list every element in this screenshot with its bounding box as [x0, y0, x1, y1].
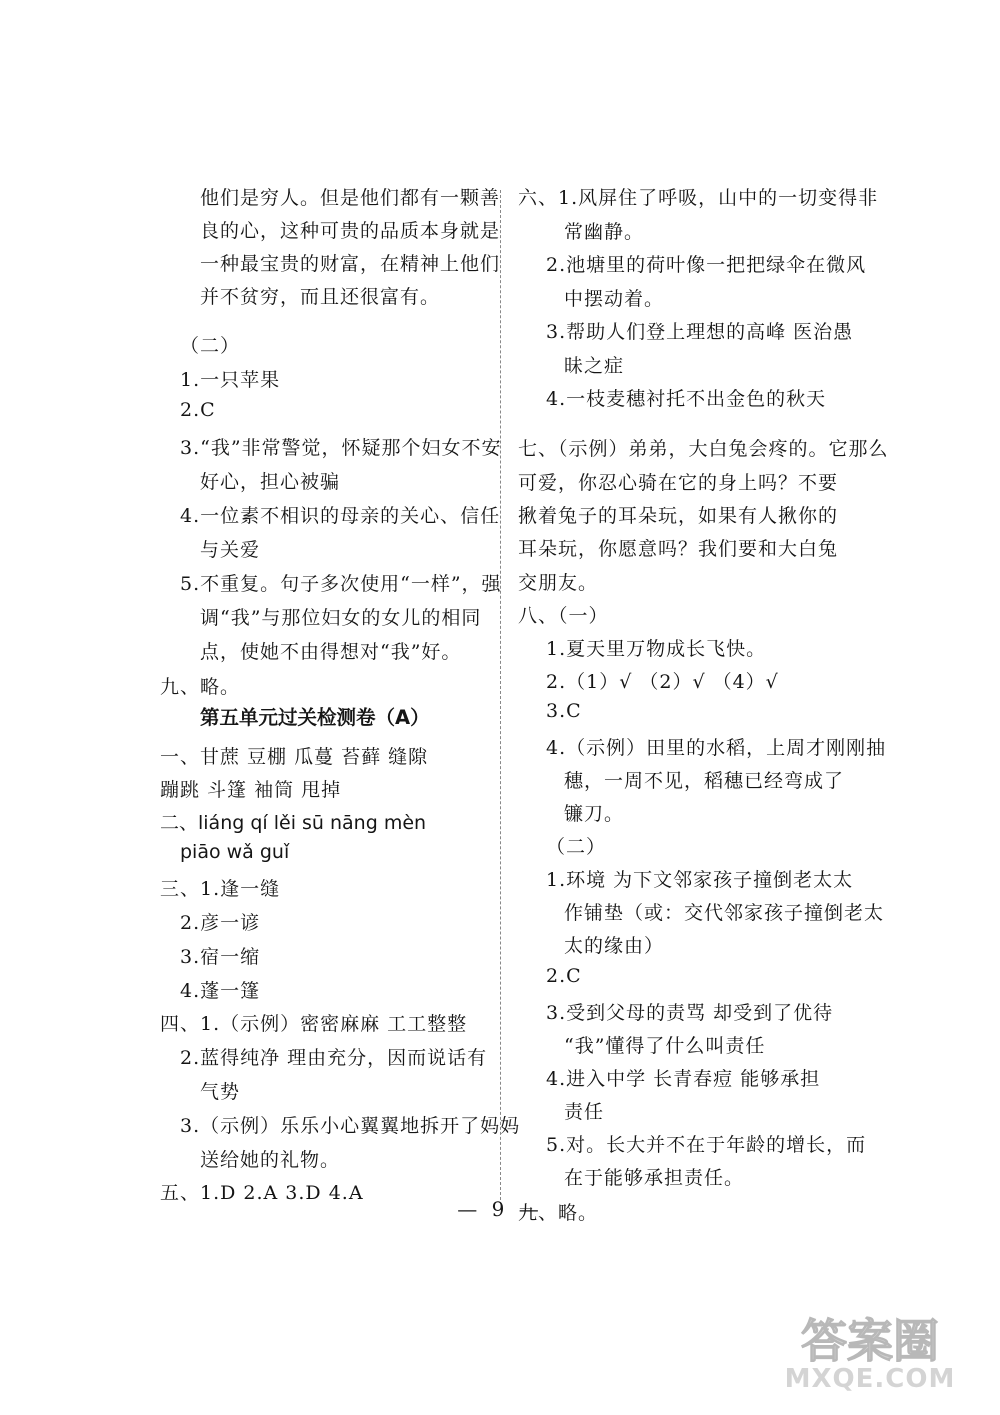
answer-line: 可爱，你忍心骑在它的身上吗？不要	[518, 472, 839, 494]
answer-line: 3.“我”非常警觉，怀疑那个妇女不安	[180, 437, 502, 459]
answer-line: 1.一只苹果	[180, 369, 281, 391]
answer-line: 穗，一周不见，稻穗已经弯成了	[564, 770, 845, 792]
answer-line: 4.一枝麦穗衬托不出金色的秋天	[546, 388, 827, 410]
answer-line: 3.C	[546, 700, 582, 722]
answer-line: 良的心，这种可贵的品质本身就是	[200, 220, 501, 242]
answer-line: 责任	[564, 1101, 605, 1123]
answer-line: 5.对。长大并不在于年龄的增长，而	[546, 1134, 867, 1156]
answer-line: 2.池塘里的荷叶像一把把绿伞在微风	[546, 254, 867, 276]
answer-line: piāo wǎ guǐ	[180, 841, 290, 863]
answer-line: 二、liáng qí lěi sū nāng mèn	[160, 812, 427, 834]
answer-line: 九、略。	[160, 676, 241, 698]
page-number: — 9 —	[457, 1197, 543, 1221]
answer-line: 并不贫穷，而且还很富有。	[200, 286, 441, 308]
answer-line: （二）	[546, 836, 607, 858]
answer-line: 昧之症	[564, 355, 625, 377]
watermark-logo	[770, 1305, 970, 1395]
answer-line: 4.进入中学 长青春痘 能够承担	[546, 1068, 821, 1090]
answer-line: 一、甘蔗 豆棚 瓜蔓 苔藓 缝隙	[160, 746, 429, 768]
answer-line: 六、1.风屏住了呼吸，山中的一切变得非	[518, 187, 879, 209]
answer-line: 2.C	[180, 399, 216, 421]
answer-line: 2.C	[546, 965, 582, 987]
answer-line: （二）	[180, 335, 241, 357]
answer-line: 2.（1）√ （2）√ （4）√	[546, 671, 779, 693]
watermark-graphic	[770, 1305, 970, 1395]
answer-line: 在于能够承担责任。	[564, 1167, 745, 1189]
answer-line: 3.帮助人们登上理想的高峰 医治愚	[546, 321, 854, 343]
answer-line: 七、（示例）弟弟，大白兔会疼的。它那么	[518, 438, 889, 460]
answer-line: 1.夏天里万物成长飞快。	[546, 638, 767, 660]
answer-line: 太的缘由）	[564, 935, 665, 957]
answer-line: 交朋友。	[518, 572, 599, 594]
answer-line: 九、略。	[518, 1202, 599, 1224]
answer-line: 作铺垫（或：交代邻家孩子撞倒老太	[564, 902, 885, 924]
answer-line: 揪着兔子的耳朵玩，如果有人揪你的	[518, 505, 839, 527]
answer-line: 3.宿一缩	[180, 946, 261, 968]
answer-line: 镰刀。	[564, 803, 625, 825]
answer-line: 五、1.D 2.A 3.D 4.A	[160, 1182, 364, 1204]
answer-line: 四、1.（示例）密密麻麻 工工整整	[160, 1013, 468, 1035]
watermark-url-text: MXQE.COM	[784, 1364, 956, 1394]
answer-line: 1.环境 为下文邻家孩子撞倒老太太	[546, 869, 854, 891]
answer-line: 他们是穷人。但是他们都有一颗善	[200, 187, 501, 209]
answer-line: 送给她的礼物。	[200, 1149, 341, 1171]
answer-line: 耳朵玩，你愿意吗？我们要和大白兔	[518, 538, 839, 560]
section-title: 第五单元过关检测卷（A）	[200, 706, 430, 729]
answer-line: 蹦跳 斗篷 袖筒 甩掉	[160, 779, 342, 801]
answer-line: 2.蓝得纯净 理由充分，因而说话有	[180, 1047, 488, 1069]
answer-line: 与关爱	[200, 539, 261, 561]
answer-line: 3.（示例）乐乐小心翼翼地拆开了妈妈	[180, 1115, 521, 1137]
answer-line: “我”懂得了什么叫责任	[564, 1035, 766, 1057]
answer-line: 4.蓬一篷	[180, 980, 261, 1002]
answer-line: 气势	[200, 1081, 241, 1103]
answer-line: 八、（一）	[518, 605, 609, 627]
answer-line: 中摆动着。	[564, 288, 665, 310]
answer-line: 4.一位素不相识的母亲的关心、信任	[180, 505, 501, 527]
column-divider	[500, 190, 501, 1200]
answer-line: 好心，担心被骗	[200, 471, 341, 493]
answer-line: 5.不重复。句子多次使用“一样”，强	[180, 573, 502, 595]
answer-line: 三、1.逢一缝	[160, 878, 281, 900]
watermark-logo-text: 答案圈	[801, 1314, 939, 1368]
answer-line: 常幽静。	[564, 221, 645, 243]
answer-line: 调“我”与那位妇女的女儿的相同	[200, 607, 482, 629]
answer-line: 点，使她不由得想对“我”好。	[200, 641, 462, 663]
answer-line: 3.受到父母的责骂 却受到了优待	[546, 1002, 834, 1024]
answer-line: 一种最宝贵的财富，在精神上他们	[200, 253, 501, 275]
answer-line: 2.彦一谚	[180, 912, 261, 934]
answer-line: 4.（示例）田里的水稻，上周才刚刚抽	[546, 737, 887, 759]
